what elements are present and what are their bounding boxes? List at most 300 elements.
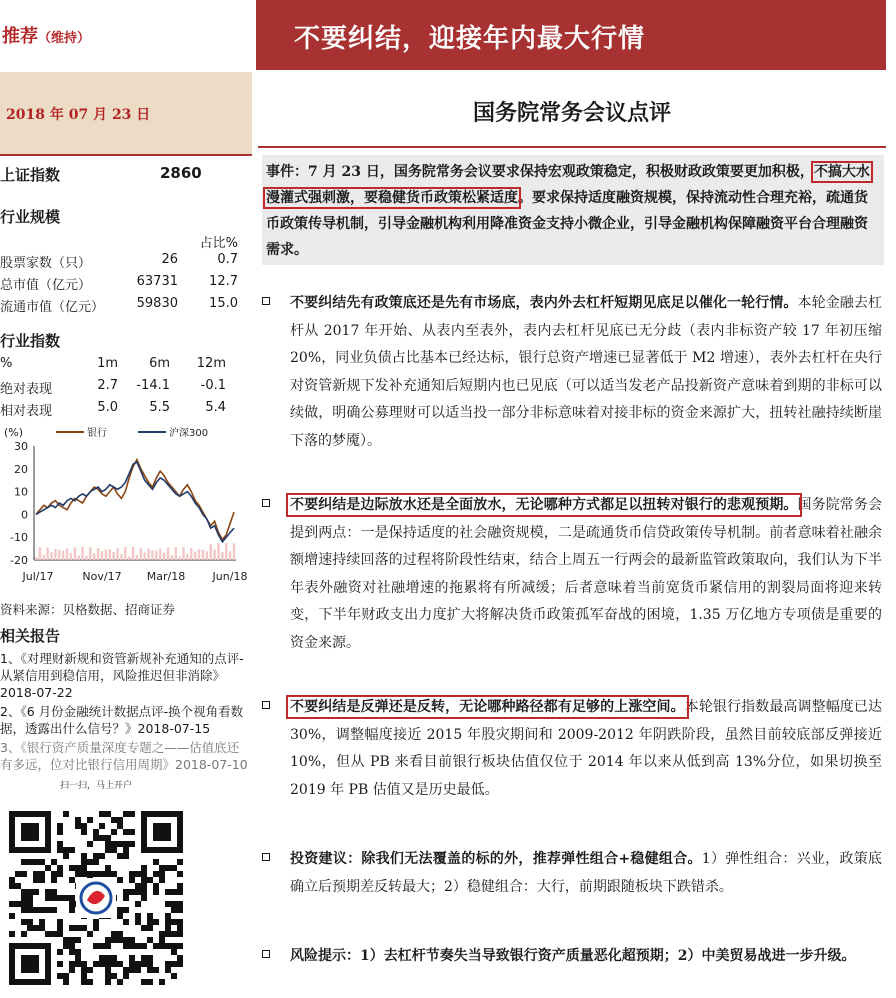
perf-col-label: % [0,356,13,371]
related-report-item[interactable]: 1、《对理财新规和资管新规补充通知的点评-从紧信用到稳信用，风险推迟但非消除》2018-07-22 [0,651,244,700]
qr-module [15,883,21,889]
event-text [266,159,880,263]
qr-module [153,919,159,925]
qr-module [81,967,87,973]
event-pre: 7 月 23 日，国务院常务会议要求保持宏观政策稳定，积极财政政策要更加积极， [308,164,814,180]
qr-module [21,871,27,877]
qr-module [63,943,69,949]
qr-module [105,943,111,949]
rating-sub: （维持） [38,31,91,46]
qr-module [39,859,45,865]
qr-module [147,937,153,943]
qr-module [177,907,183,913]
qr-module [99,961,105,967]
qr-module [57,871,63,877]
qr-module [135,889,141,895]
qr-module [105,979,111,985]
qr-module [27,901,33,907]
qr-module [57,973,63,979]
qr-module [81,829,87,835]
qr-module [147,979,153,985]
volume-bar [120,554,122,560]
qr-module [87,817,93,823]
qr-module [111,817,117,823]
qr-module [135,883,141,889]
qr-module [141,961,147,967]
qr-module [135,943,141,949]
related-report-item[interactable]: 2、《6 月份金融统计数据点评-换个视角看数据，透露出什么信号？》2018-07-15 [0,704,244,736]
scale-title: 行业规模 [0,208,61,226]
perf-col: 12m [196,356,226,371]
volume-bar [159,549,161,560]
qr-module [165,865,171,871]
row-share: 12.7 [209,274,238,289]
qr-module [105,973,111,979]
qr-module [123,829,129,835]
qr-module [111,829,117,835]
volume-bar [39,547,41,560]
qr-module [51,931,57,937]
volume-bar [50,552,52,560]
qr-module [57,823,63,829]
qr-module [75,961,81,967]
qr-module [81,859,87,865]
volume-bar [144,552,146,560]
divider [0,154,252,156]
qr-module [153,967,159,973]
qr-module [153,943,159,949]
qr-module [111,973,117,979]
volume-bar [62,551,64,560]
qr-module [123,919,129,925]
qr-module [51,871,57,877]
qr-module [141,865,147,871]
para-heading: 风险提示：1）去杠杆节奏失当导致银行资产质量恶化超预期；2）中美贸易战进一步升级。 [290,948,856,964]
qr-module [69,847,75,853]
bullet-paragraph [262,943,882,971]
volume-bar [109,549,111,560]
qr-module [27,919,33,925]
qr-module [123,895,129,901]
qr-module [27,895,33,901]
qr-module [123,889,129,895]
qr-module [147,925,153,931]
qr-module [147,877,153,883]
qr-module [135,901,141,907]
qr-module [57,931,63,937]
qr-module [15,871,21,877]
qr-module [69,907,75,913]
qr-module [87,859,93,865]
qr-module [123,907,129,913]
qr-module [129,943,135,949]
report-subtitle: 国务院常务会议点评 [472,100,671,126]
qr-module [141,943,147,949]
related-title: 相关报告 [0,627,61,645]
legend-label: 银行 [87,428,107,439]
qr-module [165,901,171,907]
qr-module [165,913,171,919]
qr-module [171,943,177,949]
y-tick-label: -20 [10,554,28,567]
related-report-item[interactable]: 3、《银行资产质量深度专题之——估值底还有多远，位对比银行信用周期》2018-07-10 [0,740,248,772]
volume-bar [206,551,208,560]
para-heading: 不要纠结是反弹还是反转，无论哪种路径都有足够的上涨空间。 [290,699,685,715]
volume-bar [186,554,188,560]
x-tick-label: Mar/18 [146,570,186,583]
volume-bar [151,550,153,560]
y-tick-label: 0 [21,508,28,522]
qr-module [105,865,111,871]
perf-header [0,356,248,374]
row-share: 0.7 [217,252,238,267]
qr-module [105,871,111,877]
y-axis-label: (%) [4,426,24,439]
qr-module [33,871,39,877]
qr-module [105,841,111,847]
volume-bar [58,550,60,560]
qr-module [75,871,81,877]
volume-bar [217,543,219,560]
qr-module [21,859,27,865]
volume-bar [74,547,76,560]
qr-code[interactable] [6,808,186,990]
qr-module [63,979,69,985]
qr-module [153,889,159,895]
qr-module [51,907,57,913]
qr-module [111,937,117,943]
qr-module [117,931,123,937]
row-value: 59830 [136,296,178,311]
qr-module [129,841,135,847]
qr-module [123,841,129,847]
qr-module [93,859,99,865]
qr-module [69,865,75,871]
qr-module [129,877,135,883]
qr-module [75,955,81,961]
volume-bar [175,547,177,560]
volume-bar [35,557,37,560]
y-tick-label: 10 [14,485,28,499]
qr-module [57,847,63,853]
qr-module [171,949,177,955]
qr-module [81,961,87,967]
qr-module [75,817,81,823]
qr-module [81,925,87,931]
qr-module [135,871,141,877]
qr-module [69,961,75,967]
qr-module [141,871,147,877]
volume-bar [78,556,80,560]
volume-bar [229,551,231,560]
rating-text: 推荐 [2,26,38,47]
para-body: 本轮金融去杠杆从 2017 年开始、从表内至表外，表内去杠杆见底已无分歧（表内非标资产较 17 年初压缩 20%，同业负债占比基本已经达标，银行总资产增速已显著低于 M2 增速），表外去杠杆在央行对资管新规下发补充通知后短期内也已见底（可以适当发老产品投新资产意味着到期的非标可以续做，明确公募理财可以适当投一部分非标意味着对接非标的资金来源扩大，扭转社融持续断崖下落的梦魇）。 [290,295,883,449]
volume-bar [124,547,126,560]
qr-module [153,883,159,889]
volume-bar [194,551,196,560]
row-value: 63731 [136,274,178,289]
qr-module [111,871,117,877]
qr-module [87,979,93,985]
perf-col: 6m [149,356,170,371]
qr-module [57,895,63,901]
qr-module [129,937,135,943]
qr-module [9,931,15,937]
qr-module [21,907,27,913]
qr-module [111,961,117,967]
y-tick-label: 20 [14,462,28,476]
qr-module [171,961,177,967]
qr-module [57,865,63,871]
qr-module [93,961,99,967]
volume-bar [116,548,118,560]
qr-module [135,919,141,925]
event-post: 。要求保持适度融资规模，保持流动性合理充裕，疏通货币政策传导机制，引导金融机构利用降准资金支持小微企业，引导金融机构保障融资平台合理融资需求。 [266,190,868,258]
qr-module [159,979,165,985]
qr-module [117,937,123,943]
qr-module [141,955,147,961]
rating-label [2,22,90,48]
qr-module [159,937,165,943]
row-label: 流通市值（亿元） [0,300,105,315]
qr-module [141,889,147,895]
qr-module [93,853,99,859]
qr-module [57,961,63,967]
bullet-paragraph [262,694,882,804]
qr-module [117,817,123,823]
qr-module [171,931,177,937]
volume-bar [190,548,192,560]
qr-module [177,901,183,907]
volume-bar [43,554,45,560]
row-value: 5.4 [205,400,226,415]
volume-bar [140,548,142,560]
qr-module [9,877,15,883]
qr-module [147,955,153,961]
performance-chart [0,424,250,592]
checkbox-bullet-icon [262,950,270,958]
qr-module [57,829,63,835]
qr-module [177,889,183,895]
qr-module [141,877,147,883]
volume-bar [66,548,68,560]
qr-module [117,841,123,847]
qr-module [99,835,105,841]
qr-module [51,895,57,901]
checkbox-bullet-icon [262,701,270,709]
checkbox-bullet-icon [262,499,270,507]
related-reports [0,625,248,775]
qr-module [123,853,129,859]
qr-module [165,919,171,925]
row-value: 5.5 [149,400,170,415]
qr-module [117,913,123,919]
qr-module [165,925,171,931]
table-row [0,378,248,396]
volume-bar [93,553,95,560]
qr-module [69,877,75,883]
row-value: 26 [161,252,178,267]
qr-module [45,895,51,901]
qr-module [87,967,93,973]
y-tick-label: -10 [10,531,28,545]
qr-module [69,967,75,973]
row-value: 5.0 [97,400,118,415]
qr-module [93,943,99,949]
qr-module [99,871,105,877]
qr-module [21,889,27,895]
qr-module [33,859,39,865]
volume-bar [225,543,227,560]
qr-module [93,835,99,841]
qr-module [81,853,87,859]
qr-module [93,871,99,877]
qr-module [33,877,39,883]
qr-module [165,961,171,967]
qr-module [141,979,147,985]
qr-module [75,925,81,931]
volume-bar [233,543,235,560]
qr-module [147,919,153,925]
qr-module [99,955,105,961]
para-heading: 不要纠结先有政策底还是先有市场底，表内外去杠杆短期见底足以催化一轮行情。 [290,295,798,311]
event-highlight: 不搞大水漫灌式强刺激，要稳健货币政策松紧适度 [266,164,870,206]
qr-module [105,967,111,973]
qr-module [141,925,147,931]
volume-bar [136,555,138,560]
qr-module [99,811,105,817]
qr-module [45,865,51,871]
qr-module [105,847,111,853]
qr-module [63,973,69,979]
series-line [36,462,234,542]
volume-bar [105,550,107,560]
qr-module [21,931,27,937]
qr-module [135,967,141,973]
volume-bar [213,550,215,560]
qr-caption: 扫一扫，马上开户 [58,778,134,791]
qr-module [15,901,21,907]
table-row [0,252,248,270]
para-body: 国务院常务会提到两点：一是保持适度的社会融资规模，二是疏通货币信贷政策传导机制。前者意味着社融余额增速持续回落的过程将阶段性结束，结合上周五一行两会的最新监管政策取向，我们认为下半年表外融资对社融增速的拖累将有所减缓；后者意味着当前宽货币紧信用的割裂局面将迎来转变，下半年财政支出力度扩大将解决货币政策孤军奋战的困境，1.35 万亿地方专项债是重要的资金来源。 [290,497,883,651]
qr-module [45,907,51,913]
volume-bar [112,552,114,560]
qr-module [69,937,75,943]
volume-bar [167,548,169,560]
volume-bar [132,547,134,560]
qr-module [105,937,111,943]
qr-module [171,973,177,979]
index-label: 上证指数 [0,166,61,184]
qr-module [129,829,135,835]
qr-module [165,889,171,895]
qr-module [21,895,27,901]
divider [258,146,886,148]
legend-label: 沪深300 [169,428,209,439]
qr-module [159,943,165,949]
qr-module [75,937,81,943]
qr-module [159,931,165,937]
qr-module [123,943,129,949]
series-line [36,460,234,540]
qr-module [33,907,39,913]
qr-module [39,871,45,877]
qr-module [171,907,177,913]
qr-module [129,871,135,877]
bullet-paragraph [262,492,882,657]
table-row [0,400,248,418]
volume-bar [182,547,184,560]
qr-module [129,967,135,973]
qr-module [45,889,51,895]
table-row [0,296,248,314]
qr-module [99,853,105,859]
qr-module [165,943,171,949]
qr-module [177,883,183,889]
qr-module [105,811,111,817]
qr-finder-core [21,823,39,841]
qr-module [111,931,117,937]
row-value: -14.1 [136,378,170,393]
report-date: 2018 年 07 月 23 日 [6,107,151,123]
qr-module [177,925,183,931]
qr-module [69,901,75,907]
qr-module [147,913,153,919]
volume-bar [210,544,212,560]
qr-module [111,841,117,847]
volume-bar [198,549,200,560]
qr-module [63,937,69,943]
x-tick-label: Nov/17 [82,570,122,583]
qr-module [129,955,135,961]
qr-module [165,931,171,937]
qr-module [147,961,153,967]
qr-module [63,811,69,817]
qr-module [123,967,129,973]
qr-module [153,871,159,877]
qr-module [63,895,69,901]
qr-module [159,877,165,883]
perf-col: 1m [97,356,118,371]
qr-module [129,889,135,895]
chart-svg [0,424,250,592]
event-label: 事件： [266,164,308,180]
qr-module [123,847,129,853]
qr-module [51,859,57,865]
row-label: 股票家数（只） [0,256,92,271]
volume-bar [128,557,130,560]
qr-module [63,853,69,859]
qr-module [33,925,39,931]
qr-module [39,925,45,931]
volume-bar [155,551,157,560]
qr-module [63,847,69,853]
y-tick-label: 30 [14,440,28,453]
qr-module [69,949,75,955]
qr-module [117,823,123,829]
scale-col-header [0,232,248,250]
qr-module [75,949,81,955]
qr-module [177,955,183,961]
para-heading: 投资建议：除我们无法覆盖的标的外，推荐弹性组合+稳健组合。 [290,851,702,867]
event-box [262,155,884,265]
qr-module [129,961,135,967]
volume-bar [147,549,149,560]
qr-module [105,835,111,841]
volume-bar [54,549,56,560]
checkbox-bullet-icon [262,297,270,305]
qr-module [21,901,27,907]
